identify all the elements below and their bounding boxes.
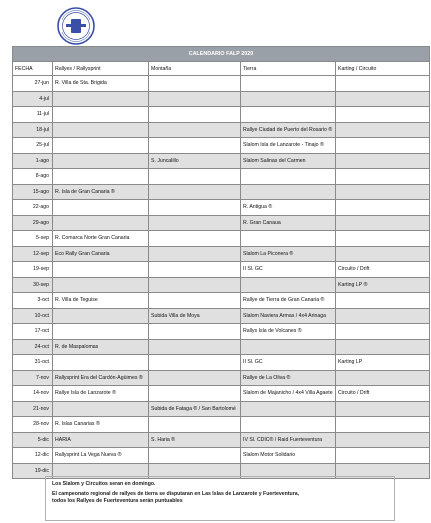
table-row: [13, 386, 430, 402]
note-campeonato-line2: todos los Rallyes de Fuerteventura serán puntuables: [52, 498, 183, 504]
karting-cell: [336, 153, 430, 169]
karting-cell: [336, 215, 430, 231]
table-row: [13, 293, 430, 309]
montana-cell: [149, 215, 241, 231]
note-campeonato-line1: El campeonato regional de rallyes de tierra se disputaran en Las Islas de Lanzarote y Fuerteventura,: [52, 491, 300, 497]
rally-cell: [53, 200, 149, 216]
rally-cell: Eco Rally Gran Canaria: [53, 246, 149, 262]
column-header-montana: Montaña: [149, 62, 241, 76]
montana-cell: [149, 76, 241, 92]
karting-cell: [336, 169, 430, 185]
date-cell: 18-jul: [13, 122, 53, 138]
table-row: [13, 153, 430, 169]
tierra-cell: Rallye de La Oliva ®: [241, 370, 336, 386]
table-row: [13, 339, 430, 355]
montana-cell: Subida de Fataga ® / San Bartolomé: [149, 401, 241, 417]
montana-cell: [149, 339, 241, 355]
karting-cell: [336, 401, 430, 417]
rally-cell: R. Isla de Gran Canaria ®: [53, 184, 149, 200]
karting-cell: Circuito / Drift: [336, 386, 430, 402]
table-row: [13, 355, 430, 371]
rally-cell: [53, 153, 149, 169]
montana-cell: [149, 231, 241, 247]
tierra-cell: [241, 231, 336, 247]
tierra-cell: [241, 107, 336, 123]
rally-cell: [53, 324, 149, 340]
table-row: [13, 370, 430, 386]
table-row: [13, 107, 430, 123]
rally-cell: Rallysprint Era del Cardón-Agüimes ®: [53, 370, 149, 386]
date-cell: 11-jul: [13, 107, 53, 123]
montana-cell: [149, 200, 241, 216]
table-row: [13, 277, 430, 293]
date-cell: 28-nov: [13, 417, 53, 433]
date-cell: 17-oct: [13, 324, 53, 340]
date-cell: 14-nov: [13, 386, 53, 402]
club-crest-icon: [56, 6, 96, 46]
table-row: [13, 401, 430, 417]
rally-cell: HARIA: [53, 432, 149, 448]
rally-cell: [53, 138, 149, 154]
date-cell: 15-ago: [13, 184, 53, 200]
table-row: [13, 91, 430, 107]
column-header-tierra: Tierra: [241, 62, 336, 76]
karting-cell: [336, 231, 430, 247]
tierra-cell: [241, 184, 336, 200]
rally-cell: [53, 277, 149, 293]
column-header-fecha: FECHA: [13, 62, 53, 76]
rally-cell: Rallysprint La Vega Nueva ®: [53, 448, 149, 464]
date-cell: 1-ago: [13, 153, 53, 169]
karting-cell: [336, 91, 430, 107]
montana-cell: [149, 448, 241, 464]
tierra-cell: [241, 401, 336, 417]
karting-cell: Karting LP: [336, 355, 430, 371]
montana-cell: [149, 107, 241, 123]
karting-cell: [336, 107, 430, 123]
table-row: [13, 246, 430, 262]
column-header-rallyes: Rallyes / Rallysprint: [53, 62, 149, 76]
table-row: [13, 262, 430, 278]
date-cell: 21-nov: [13, 401, 53, 417]
tierra-cell: [241, 417, 336, 433]
table-row: [13, 432, 430, 448]
date-cell: 29-ago: [13, 215, 53, 231]
montana-cell: [149, 262, 241, 278]
tierra-cell: Slalom Isla de Lanzarote - Tinajo ®: [241, 138, 336, 154]
tierra-cell: Slalom de Majanicho / 4x4 Villa Agaete: [241, 386, 336, 402]
karting-cell: [336, 246, 430, 262]
montana-cell: [149, 277, 241, 293]
table-row: [13, 448, 430, 464]
montana-cell: [149, 355, 241, 371]
table-row: [13, 122, 430, 138]
table-row: [13, 215, 430, 231]
table-row: [13, 308, 430, 324]
tierra-cell: Slalom Salinas del Carmen: [241, 153, 336, 169]
montana-cell: Subida Villa de Moya: [149, 308, 241, 324]
date-cell: 5-dic: [13, 432, 53, 448]
date-cell: 19-dic: [13, 463, 53, 479]
date-cell: 24-oct: [13, 339, 53, 355]
table-row: [13, 184, 430, 200]
rally-cell: R. Comarca Norte Gran Canaria: [53, 231, 149, 247]
date-cell: 8-ago: [13, 169, 53, 185]
rally-cell: [53, 107, 149, 123]
karting-cell: [336, 184, 430, 200]
karting-cell: [336, 122, 430, 138]
rally-cell: [53, 122, 149, 138]
tierra-cell: R. Gran Canaua: [241, 215, 336, 231]
date-cell: 27-jun: [13, 76, 53, 92]
column-header-karting: Karting / Circuito: [336, 62, 430, 76]
montana-cell: S. Juncalillo: [149, 153, 241, 169]
montana-cell: [149, 169, 241, 185]
tierra-cell: [241, 277, 336, 293]
rally-cell: [53, 401, 149, 417]
date-cell: 12-dic: [13, 448, 53, 464]
montana-cell: [149, 370, 241, 386]
column-header-row: [13, 62, 430, 76]
tierra-cell: Rallye Ciudad de Puerto del Rosario ®: [241, 122, 336, 138]
table-row: [13, 231, 430, 247]
rally-cell: Rallye Isla de Lanzarote ®: [53, 386, 149, 402]
karting-cell: [336, 417, 430, 433]
rally-cell: [53, 262, 149, 278]
table-row: [13, 417, 430, 433]
date-cell: 31-oct: [13, 355, 53, 371]
tierra-cell: Slalom Motor Solidario: [241, 448, 336, 464]
rally-cell: [53, 91, 149, 107]
tierra-cell: [241, 76, 336, 92]
calendar-table: [12, 46, 430, 479]
rally-cell: R. Villa de Sta. Brigida: [53, 76, 149, 92]
montana-cell: [149, 293, 241, 309]
tierra-cell: II Sl. GC: [241, 262, 336, 278]
note-campeonato: [52, 491, 388, 505]
tierra-cell: IV Sl. CDIC® / Raid Fuerteventura: [241, 432, 336, 448]
rally-cell: R. Villa de Teguise: [53, 293, 149, 309]
montana-cell: [149, 184, 241, 200]
date-cell: 19-sep: [13, 262, 53, 278]
montana-cell: S. Haria ®: [149, 432, 241, 448]
montana-cell: [149, 122, 241, 138]
karting-cell: [336, 370, 430, 386]
date-cell: 4-jul: [13, 91, 53, 107]
tierra-cell: Rallys Isla de Volcanes ®: [241, 324, 336, 340]
rally-cell: [53, 355, 149, 371]
rally-cell: [53, 169, 149, 185]
table-row: [13, 200, 430, 216]
tierra-cell: Rallye de Tierra de Gran Canaria ®: [241, 293, 336, 309]
montana-cell: [149, 246, 241, 262]
table-row: [13, 324, 430, 340]
montana-cell: [149, 324, 241, 340]
karting-cell: Karting LP ®: [336, 277, 430, 293]
table-row: [13, 76, 430, 92]
table-row: [13, 169, 430, 185]
karting-cell: [336, 432, 430, 448]
karting-cell: [336, 293, 430, 309]
rally-cell: R. Islas Canarias ®: [53, 417, 149, 433]
tierra-cell: [241, 91, 336, 107]
karting-cell: [336, 76, 430, 92]
rally-cell: R. de Maspalomas: [53, 339, 149, 355]
date-cell: 30-sep: [13, 277, 53, 293]
date-cell: 10-oct: [13, 308, 53, 324]
tierra-cell: [241, 169, 336, 185]
karting-cell: [336, 448, 430, 464]
date-cell: 22-ago: [13, 200, 53, 216]
date-cell: 12-sep: [13, 246, 53, 262]
tierra-cell: II Sl. GC: [241, 355, 336, 371]
montana-cell: [149, 91, 241, 107]
rally-cell: [53, 215, 149, 231]
karting-cell: [336, 138, 430, 154]
montana-cell: [149, 138, 241, 154]
karting-cell: [336, 324, 430, 340]
montana-cell: [149, 417, 241, 433]
karting-cell: [336, 308, 430, 324]
date-cell: 3-oct: [13, 293, 53, 309]
notes-box: [45, 476, 395, 521]
tierra-cell: Slalom La Piconera ®: [241, 246, 336, 262]
date-cell: 25-jul: [13, 138, 53, 154]
table-row: [13, 138, 430, 154]
tierra-cell: Slalom Naviera Armas / 4x4 Arinaga: [241, 308, 336, 324]
date-cell: 5-sep: [13, 231, 53, 247]
rally-cell: [53, 308, 149, 324]
tierra-cell: [241, 339, 336, 355]
karting-cell: Circuito / Drift: [336, 262, 430, 278]
karting-cell: [336, 339, 430, 355]
calendar-title: CALENDARIO FALP 2020: [13, 47, 430, 62]
montana-cell: [149, 386, 241, 402]
karting-cell: [336, 200, 430, 216]
date-cell: 7-nov: [13, 370, 53, 386]
tierra-cell: R. Antigua ®: [241, 200, 336, 216]
note-slalom: Los Slalom y Circuitos seran en domingo.: [52, 481, 156, 487]
